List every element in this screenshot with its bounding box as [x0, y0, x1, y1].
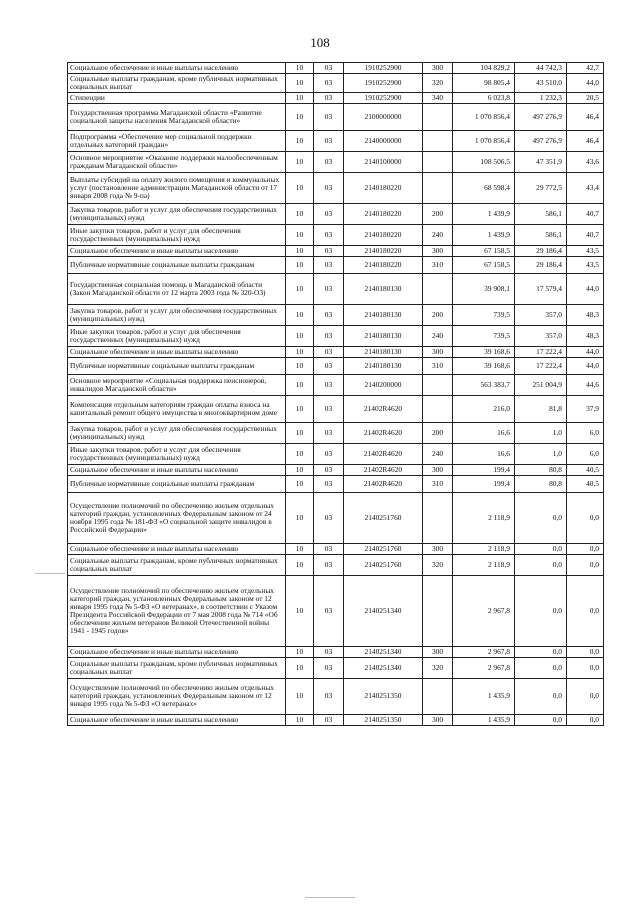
- target-article-code: 2140251340: [344, 646, 423, 657]
- row-name: Осуществление полномочий по обеспечению жильем отдельных категорий граждан, установленных Федеральным законом от 24 ноября 1995 года № 181-ФЗ «О социальной защите инвалидов в Российской Федерации»: [68, 492, 286, 543]
- execution-percent: 0,0: [567, 543, 604, 554]
- row-name: Осуществление полномочий по обеспечению жильем отдельных категорий граждан, установленных Федеральным законом от 12 января 1995 года № 5-ФЗ «О ветеранах», в соответствии с Указом Президента Российской Федерации от 7 мая 2008 года № 714 «Об обеспечении жильем ветеранов Великой Отечественной войны 1941 - 1945 годов»: [68, 575, 286, 646]
- row-name: Социальное обеспечение и иные выплаты населению: [68, 245, 286, 256]
- execution-percent: 43,4: [567, 172, 604, 203]
- table-row: [68, 492, 604, 543]
- subsection-code: 03: [314, 172, 344, 203]
- plan-amount: 2 118,9: [453, 543, 515, 554]
- execution-percent: 6,0: [567, 422, 604, 443]
- table-row: [68, 273, 604, 304]
- target-article-code: 2140251340: [344, 575, 423, 646]
- target-article-code: 2140100000: [344, 151, 423, 172]
- subsection-code: 03: [314, 357, 344, 374]
- target-article-code: 2140251760: [344, 543, 423, 554]
- row-name: Основное мероприятие «Оказание поддержки малообеспеченным гражданам Магаданской области»: [68, 151, 286, 172]
- row-name: Компенсация отдельным категориям граждан оплаты взноса на капитальный ремонт общего имущества в многоквартирном доме: [68, 395, 286, 422]
- expense-type-code: 300: [423, 63, 453, 74]
- row-name: Социальное обеспечение и иные выплаты населению: [68, 646, 286, 657]
- row-name: Государственная программа Магаданской области «Развитие социальной защиты населения Магаданской области»: [68, 103, 286, 130]
- section-code: 10: [286, 203, 314, 224]
- row-name: Социальное обеспечение и иные выплаты населению: [68, 543, 286, 554]
- table-row: [68, 203, 604, 224]
- target-article-code: 2140000000: [344, 130, 423, 151]
- execution-percent: 44,0: [567, 346, 604, 357]
- expense-type-code: [423, 151, 453, 172]
- expense-type-code: [423, 374, 453, 395]
- section-code: 10: [286, 357, 314, 374]
- target-article-code: 2140180130: [344, 273, 423, 304]
- section-code: 10: [286, 492, 314, 543]
- row-name: Публичные нормативные социальные выплаты гражданам: [68, 475, 286, 492]
- section-code: 10: [286, 304, 314, 325]
- actual-amount: 586,1: [515, 224, 567, 245]
- subsection-code: 03: [314, 575, 344, 646]
- plan-amount: 2 118,9: [453, 554, 515, 575]
- expense-type-code: 320: [423, 74, 453, 93]
- actual-amount: 0,0: [515, 543, 567, 554]
- subsection-code: 03: [314, 245, 344, 256]
- execution-percent: 43,5: [567, 245, 604, 256]
- row-name: Социальное обеспечение и иные выплаты населению: [68, 714, 286, 725]
- target-article-code: 1910252900: [344, 63, 423, 74]
- plan-amount: 2 967,8: [453, 575, 515, 646]
- plan-amount: 1 070 856,4: [453, 103, 515, 130]
- target-article-code: 2140180220: [344, 203, 423, 224]
- subsection-code: 03: [314, 92, 344, 103]
- subsection-code: 03: [314, 256, 344, 273]
- expense-type-code: 300: [423, 245, 453, 256]
- plan-amount: 6 023,8: [453, 92, 515, 103]
- subsection-code: 03: [314, 646, 344, 657]
- subsection-code: 03: [314, 130, 344, 151]
- subsection-code: 03: [314, 443, 344, 464]
- subsection-code: 03: [314, 346, 344, 357]
- execution-percent: 40,5: [567, 464, 604, 475]
- section-code: 10: [286, 74, 314, 93]
- budget-table: [67, 62, 604, 726]
- row-name: Подпрограмма «Обеспечение мер социальной поддержки отдельных категорий граждан»: [68, 130, 286, 151]
- expense-type-code: 320: [423, 657, 453, 678]
- plan-amount: 16,6: [453, 443, 515, 464]
- plan-amount: 67 158,5: [453, 245, 515, 256]
- table-row: [68, 346, 604, 357]
- table-row: [68, 646, 604, 657]
- execution-percent: 46,4: [567, 103, 604, 130]
- table-row: [68, 325, 604, 346]
- target-article-code: 2140180130: [344, 304, 423, 325]
- plan-amount: 216,0: [453, 395, 515, 422]
- table-row: [68, 543, 604, 554]
- execution-percent: 40,5: [567, 475, 604, 492]
- target-article-code: 2140180220: [344, 172, 423, 203]
- subsection-code: 03: [314, 325, 344, 346]
- section-code: 10: [286, 256, 314, 273]
- section-code: 10: [286, 63, 314, 74]
- expense-type-code: 310: [423, 475, 453, 492]
- table-row: [68, 151, 604, 172]
- target-article-code: 21402R4620: [344, 475, 423, 492]
- table-row: [68, 172, 604, 203]
- target-article-code: 21402R4620: [344, 422, 423, 443]
- expense-type-code: 310: [423, 357, 453, 374]
- row-name: Социальные выплаты гражданам, кроме публичных нормативных социальных выплат: [68, 657, 286, 678]
- table-row: [68, 714, 604, 725]
- target-article-code: 1910252900: [344, 92, 423, 103]
- section-code: 10: [286, 245, 314, 256]
- row-name: Осуществление полномочий по обеспечению жильем отдельных категорий граждан, установленных Федеральным законом от 12 января 1995 года № 5-ФЗ «О ветеранах»: [68, 678, 286, 714]
- actual-amount: 17 579,4: [515, 273, 567, 304]
- execution-percent: 20,5: [567, 92, 604, 103]
- actual-amount: 1 232,3: [515, 92, 567, 103]
- actual-amount: 0,0: [515, 554, 567, 575]
- section-code: 10: [286, 464, 314, 475]
- row-name: Иные закупки товаров, работ и услуг для обеспечения государственных (муниципальных) нужд: [68, 443, 286, 464]
- actual-amount: 0,0: [515, 714, 567, 725]
- row-name: Социальное обеспечение и иные выплаты населению: [68, 63, 286, 74]
- actual-amount: 0,0: [515, 492, 567, 543]
- expense-type-code: 200: [423, 422, 453, 443]
- execution-percent: 48,3: [567, 304, 604, 325]
- subsection-code: 03: [314, 224, 344, 245]
- table-row: [68, 443, 604, 464]
- execution-percent: 44,0: [567, 273, 604, 304]
- execution-percent: 43,6: [567, 151, 604, 172]
- subsection-code: 03: [314, 678, 344, 714]
- target-article-code: 2140251760: [344, 554, 423, 575]
- section-code: 10: [286, 395, 314, 422]
- execution-percent: 37,9: [567, 395, 604, 422]
- execution-percent: 40,7: [567, 203, 604, 224]
- plan-amount: 67 158,5: [453, 256, 515, 273]
- expense-type-code: 320: [423, 554, 453, 575]
- row-name: Публичные нормативные социальные выплаты гражданам: [68, 357, 286, 374]
- section-code: 10: [286, 543, 314, 554]
- expense-type-code: 200: [423, 203, 453, 224]
- plan-amount: 199,4: [453, 475, 515, 492]
- actual-amount: 43 510,0: [515, 74, 567, 93]
- scan-artifact-mark: [35, 573, 65, 574]
- actual-amount: 497 276,9: [515, 130, 567, 151]
- subsection-code: 03: [314, 273, 344, 304]
- target-article-code: 21402R4620: [344, 443, 423, 464]
- actual-amount: 357,0: [515, 325, 567, 346]
- table-row: [68, 357, 604, 374]
- actual-amount: 1,0: [515, 443, 567, 464]
- expense-type-code: [423, 130, 453, 151]
- page-number: 108: [310, 35, 330, 50]
- plan-amount: 16,6: [453, 422, 515, 443]
- row-name: Социальные выплаты гражданам, кроме публичных нормативных социальных выплат: [68, 74, 286, 93]
- execution-percent: 0,0: [567, 492, 604, 543]
- execution-percent: 48,3: [567, 325, 604, 346]
- table-row: [68, 422, 604, 443]
- actual-amount: 29 772,5: [515, 172, 567, 203]
- expense-type-code: 300: [423, 346, 453, 357]
- section-code: 10: [286, 657, 314, 678]
- table-row: [68, 657, 604, 678]
- actual-amount: 17 222,4: [515, 346, 567, 357]
- plan-amount: 2 967,8: [453, 646, 515, 657]
- target-article-code: 2140180130: [344, 346, 423, 357]
- subsection-code: 03: [314, 492, 344, 543]
- section-code: 10: [286, 92, 314, 103]
- plan-amount: 2 118,9: [453, 492, 515, 543]
- target-article-code: 2140251760: [344, 492, 423, 543]
- actual-amount: 586,1: [515, 203, 567, 224]
- actual-amount: 1,0: [515, 422, 567, 443]
- execution-percent: 42,7: [567, 63, 604, 74]
- execution-percent: 0,0: [567, 554, 604, 575]
- row-name: Социальное обеспечение и иные выплаты населению: [68, 464, 286, 475]
- actual-amount: 0,0: [515, 646, 567, 657]
- actual-amount: 47 351,9: [515, 151, 567, 172]
- target-article-code: 21402R4620: [344, 464, 423, 475]
- target-article-code: 1910252900: [344, 74, 423, 93]
- actual-amount: 80,8: [515, 475, 567, 492]
- execution-percent: 44,6: [567, 374, 604, 395]
- row-name: Закупка товаров, работ и услуг для обеспечения государственных (муниципальных) нужд: [68, 203, 286, 224]
- table-row: [68, 224, 604, 245]
- section-code: 10: [286, 646, 314, 657]
- section-code: 10: [286, 346, 314, 357]
- expense-type-code: 240: [423, 224, 453, 245]
- section-code: 10: [286, 325, 314, 346]
- actual-amount: 29 186,4: [515, 245, 567, 256]
- execution-percent: 0,0: [567, 575, 604, 646]
- table-row: [68, 103, 604, 130]
- section-code: 10: [286, 151, 314, 172]
- execution-percent: 0,0: [567, 646, 604, 657]
- expense-type-code: 240: [423, 325, 453, 346]
- table-row: [68, 554, 604, 575]
- target-article-code: 2140180220: [344, 245, 423, 256]
- execution-percent: 0,0: [567, 657, 604, 678]
- table-row: [68, 464, 604, 475]
- plan-amount: 39 908,1: [453, 273, 515, 304]
- actual-amount: 44 742,3: [515, 63, 567, 74]
- section-code: 10: [286, 273, 314, 304]
- subsection-code: 03: [314, 103, 344, 130]
- expense-type-code: 300: [423, 646, 453, 657]
- actual-amount: 80,8: [515, 464, 567, 475]
- target-article-code: 2140251340: [344, 657, 423, 678]
- section-code: 10: [286, 678, 314, 714]
- row-name: Стипендии: [68, 92, 286, 103]
- plan-amount: 1 435,9: [453, 678, 515, 714]
- table-row: [68, 678, 604, 714]
- row-name: Государственная социальная помощь в Магаданской области (Закон Магаданской области от 12 марта 2003 года № 320-ОЗ): [68, 273, 286, 304]
- plan-amount: 104 829,2: [453, 63, 515, 74]
- actual-amount: 17 222,4: [515, 357, 567, 374]
- plan-amount: 39 168,6: [453, 346, 515, 357]
- plan-amount: 739,5: [453, 325, 515, 346]
- subsection-code: 03: [314, 304, 344, 325]
- plan-amount: 1 435,9: [453, 714, 515, 725]
- execution-percent: 40,7: [567, 224, 604, 245]
- row-name: Основное мероприятие «Социальная поддержка пенсионеров, инвалидов Магаданской области»: [68, 374, 286, 395]
- table-row: [68, 92, 604, 103]
- expense-type-code: [423, 103, 453, 130]
- row-name: Закупка товаров, работ и услуг для обеспечения государственных (муниципальных) нужд: [68, 422, 286, 443]
- execution-percent: 44,0: [567, 74, 604, 93]
- subsection-code: 03: [314, 554, 344, 575]
- subsection-code: 03: [314, 63, 344, 74]
- expense-type-code: 310: [423, 256, 453, 273]
- plan-amount: 98 805,4: [453, 74, 515, 93]
- execution-percent: 0,0: [567, 678, 604, 714]
- target-article-code: 2140180130: [344, 357, 423, 374]
- actual-amount: 81,8: [515, 395, 567, 422]
- row-name: Иные закупки товаров, работ и услуг для обеспечения государственных (муниципальных) нужд: [68, 224, 286, 245]
- expense-type-code: [423, 172, 453, 203]
- expense-type-code: [423, 492, 453, 543]
- expense-type-code: 300: [423, 714, 453, 725]
- row-name: Закупка товаров, работ и услуг для обеспечения государственных (муниципальных) нужд: [68, 304, 286, 325]
- table-row: [68, 395, 604, 422]
- target-article-code: 21402R4620: [344, 395, 423, 422]
- plan-amount: 563 383,7: [453, 374, 515, 395]
- section-code: 10: [286, 422, 314, 443]
- subsection-code: 03: [314, 657, 344, 678]
- target-article-code: 2140251350: [344, 714, 423, 725]
- table-row: [68, 475, 604, 492]
- target-article-code: 2140180130: [344, 325, 423, 346]
- row-name: Публичные нормативные социальные выплаты гражданам: [68, 256, 286, 273]
- subsection-code: 03: [314, 151, 344, 172]
- plan-amount: 1 439,9: [453, 224, 515, 245]
- scan-artifact-mark: [305, 897, 355, 898]
- subsection-code: 03: [314, 464, 344, 475]
- target-article-code: 2140251350: [344, 678, 423, 714]
- row-name: Иные закупки товаров, работ и услуг для обеспечения государственных (муниципальных) нужд: [68, 325, 286, 346]
- plan-amount: 68 598,4: [453, 172, 515, 203]
- plan-amount: 199,4: [453, 464, 515, 475]
- target-article-code: 2140180220: [344, 224, 423, 245]
- section-code: 10: [286, 554, 314, 575]
- section-code: 10: [286, 374, 314, 395]
- execution-percent: 43,5: [567, 256, 604, 273]
- target-article-code: 2140200000: [344, 374, 423, 395]
- section-code: 10: [286, 130, 314, 151]
- expense-type-code: 200: [423, 304, 453, 325]
- table-body: [68, 63, 604, 726]
- plan-amount: 2 967,8: [453, 657, 515, 678]
- plan-amount: 39 168,6: [453, 357, 515, 374]
- actual-amount: 357,0: [515, 304, 567, 325]
- expense-type-code: 240: [423, 443, 453, 464]
- row-name: Выплаты субсидий на оплату жилого помещения и коммунальных услуг (постановление администрации Магаданской области от 17 января 2008 года № 9-па): [68, 172, 286, 203]
- section-code: 10: [286, 172, 314, 203]
- table-row: [68, 256, 604, 273]
- table-row: [68, 304, 604, 325]
- expense-type-code: [423, 575, 453, 646]
- actual-amount: 497 276,9: [515, 103, 567, 130]
- execution-percent: 0,0: [567, 714, 604, 725]
- section-code: 10: [286, 103, 314, 130]
- table-row: [68, 245, 604, 256]
- row-name: Социальные выплаты гражданам, кроме публичных нормативных социальных выплат: [68, 554, 286, 575]
- subsection-code: 03: [314, 714, 344, 725]
- table-row: [68, 74, 604, 93]
- expense-type-code: [423, 395, 453, 422]
- table-row: [68, 130, 604, 151]
- table-row: [68, 575, 604, 646]
- section-code: 10: [286, 443, 314, 464]
- plan-amount: 1 439,9: [453, 203, 515, 224]
- expense-type-code: [423, 273, 453, 304]
- plan-amount: 1 070 856,4: [453, 130, 515, 151]
- subsection-code: 03: [314, 422, 344, 443]
- subsection-code: 03: [314, 374, 344, 395]
- actual-amount: 0,0: [515, 575, 567, 646]
- target-article-code: 2100000000: [344, 103, 423, 130]
- execution-percent: 44,0: [567, 357, 604, 374]
- subsection-code: 03: [314, 543, 344, 554]
- expense-type-code: 300: [423, 543, 453, 554]
- execution-percent: 6,0: [567, 443, 604, 464]
- plan-amount: 739,5: [453, 304, 515, 325]
- actual-amount: 251 004,9: [515, 374, 567, 395]
- subsection-code: 03: [314, 395, 344, 422]
- section-code: 10: [286, 714, 314, 725]
- subsection-code: 03: [314, 74, 344, 93]
- expense-type-code: 300: [423, 464, 453, 475]
- plan-amount: 108 506,5: [453, 151, 515, 172]
- target-article-code: 2140180220: [344, 256, 423, 273]
- table-row: [68, 374, 604, 395]
- expense-type-code: [423, 678, 453, 714]
- section-code: 10: [286, 575, 314, 646]
- table-row: [68, 63, 604, 74]
- subsection-code: 03: [314, 203, 344, 224]
- actual-amount: 0,0: [515, 678, 567, 714]
- execution-percent: 46,4: [567, 130, 604, 151]
- actual-amount: 0,0: [515, 657, 567, 678]
- actual-amount: 29 186,4: [515, 256, 567, 273]
- section-code: 10: [286, 475, 314, 492]
- section-code: 10: [286, 224, 314, 245]
- row-name: Социальное обеспечение и иные выплаты населению: [68, 346, 286, 357]
- subsection-code: 03: [314, 475, 344, 492]
- expense-type-code: 340: [423, 92, 453, 103]
